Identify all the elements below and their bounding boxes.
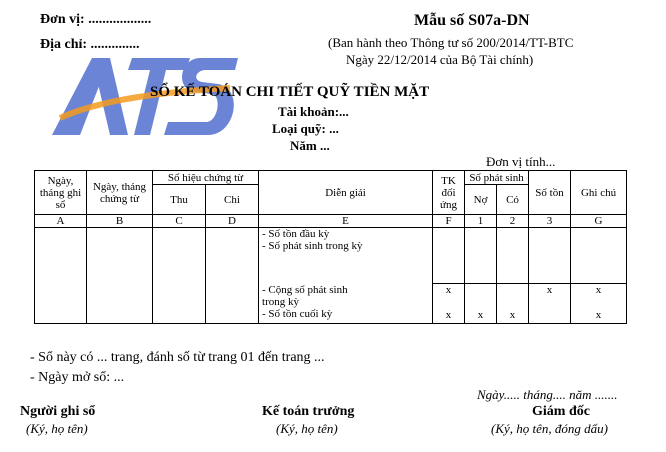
header-doc-number: Số hiệu chứng từ [153, 171, 259, 185]
code-d: D [206, 215, 259, 228]
ledger-body-upper [35, 228, 627, 284]
code-b: B [87, 215, 153, 228]
header-payment: Chi [206, 185, 259, 215]
note-open-date: - Ngày mở sổ: ... [30, 370, 125, 385]
closing-mark-credit: x [497, 308, 529, 324]
closing-mark-debit: x [465, 308, 497, 324]
desc-opening: - Số tồn đầu kỳ [262, 228, 330, 240]
unit-label: Đơn vị: .................. [40, 12, 152, 27]
code-3: 3 [529, 215, 571, 228]
header-date-doc: Ngày, tháng chứng từ [87, 171, 153, 215]
issued-line-1: (Ban hành theo Thông tư số 200/2014/TT-BTC [328, 35, 574, 50]
header-description: Diễn giải [259, 171, 433, 215]
closing-mark-f: x [433, 308, 465, 324]
account-line: Tài khoản:... [278, 104, 349, 119]
code-2: 2 [497, 215, 529, 228]
header-debit: Nợ [465, 185, 497, 215]
code-f: F [433, 215, 465, 228]
code-1: 1 [465, 215, 497, 228]
signature-director-role: Giám đốc [532, 404, 590, 419]
closing-mark-note: x [571, 308, 627, 324]
header-credit: Có [497, 185, 529, 215]
code-e: E [259, 215, 433, 228]
cash-ledger-table [34, 170, 627, 324]
desc-total-l1: - Cộng số phát sinh [262, 283, 348, 296]
date-line: Ngày..... tháng.... năm ....... [477, 387, 618, 402]
signature-chief-accountant-role: Kế toán trưởng [262, 404, 355, 419]
header-date-entry: Ngày, tháng ghi sổ [35, 171, 87, 215]
column-code-row [35, 215, 627, 228]
desc-arising: - Số phát sinh trong kỳ [262, 240, 363, 252]
desc-closing: - Số tồn cuối kỳ [259, 308, 433, 324]
code-c: C [153, 215, 206, 228]
total-mark-f: x [433, 284, 465, 308]
total-mark-note: x [571, 284, 627, 308]
ledger-total-row [35, 284, 627, 308]
header-receipt: Thu [153, 185, 206, 215]
year-line: Năm ... [290, 138, 330, 153]
description-upper [259, 228, 433, 284]
signature-recorder-hint: (Ký, họ tên) [26, 421, 88, 436]
signature-director-hint: (Ký, họ tên, đóng dấu) [491, 421, 608, 436]
desc-total-l2: trong kỳ [262, 295, 299, 308]
header-note: Ghi chú [571, 171, 627, 215]
form-code: Mẫu số S07a-DN [414, 12, 530, 29]
total-mark-balance: x [529, 284, 571, 308]
header-arising: Số phát sinh [465, 171, 529, 185]
address-label: Địa chỉ: .............. [40, 37, 140, 52]
code-g: G [571, 215, 627, 228]
fund-type-line: Loại quỹ: ... [272, 121, 339, 136]
signature-recorder-role: Người ghi sổ [20, 404, 96, 419]
description-total [259, 284, 433, 308]
code-a: A [35, 215, 87, 228]
issued-line-2: Ngày 22/12/2014 của Bộ Tài chính) [346, 52, 534, 67]
signature-chief-accountant-hint: (Ký, họ tên) [276, 421, 338, 436]
header-counter-account: TK đối ứng [433, 171, 465, 215]
note-pages: - Sổ này có ... trang, đánh số từ trang 01 đến trang ... [30, 350, 325, 365]
ledger-closing-row [35, 308, 627, 324]
header-balance: Số tồn [529, 171, 571, 215]
unit-of-measure: Đơn vị tính... [486, 154, 556, 169]
ledger-title: SỔ KẾ TOÁN CHI TIẾT QUỸ TIỀN MẶT [150, 84, 430, 100]
